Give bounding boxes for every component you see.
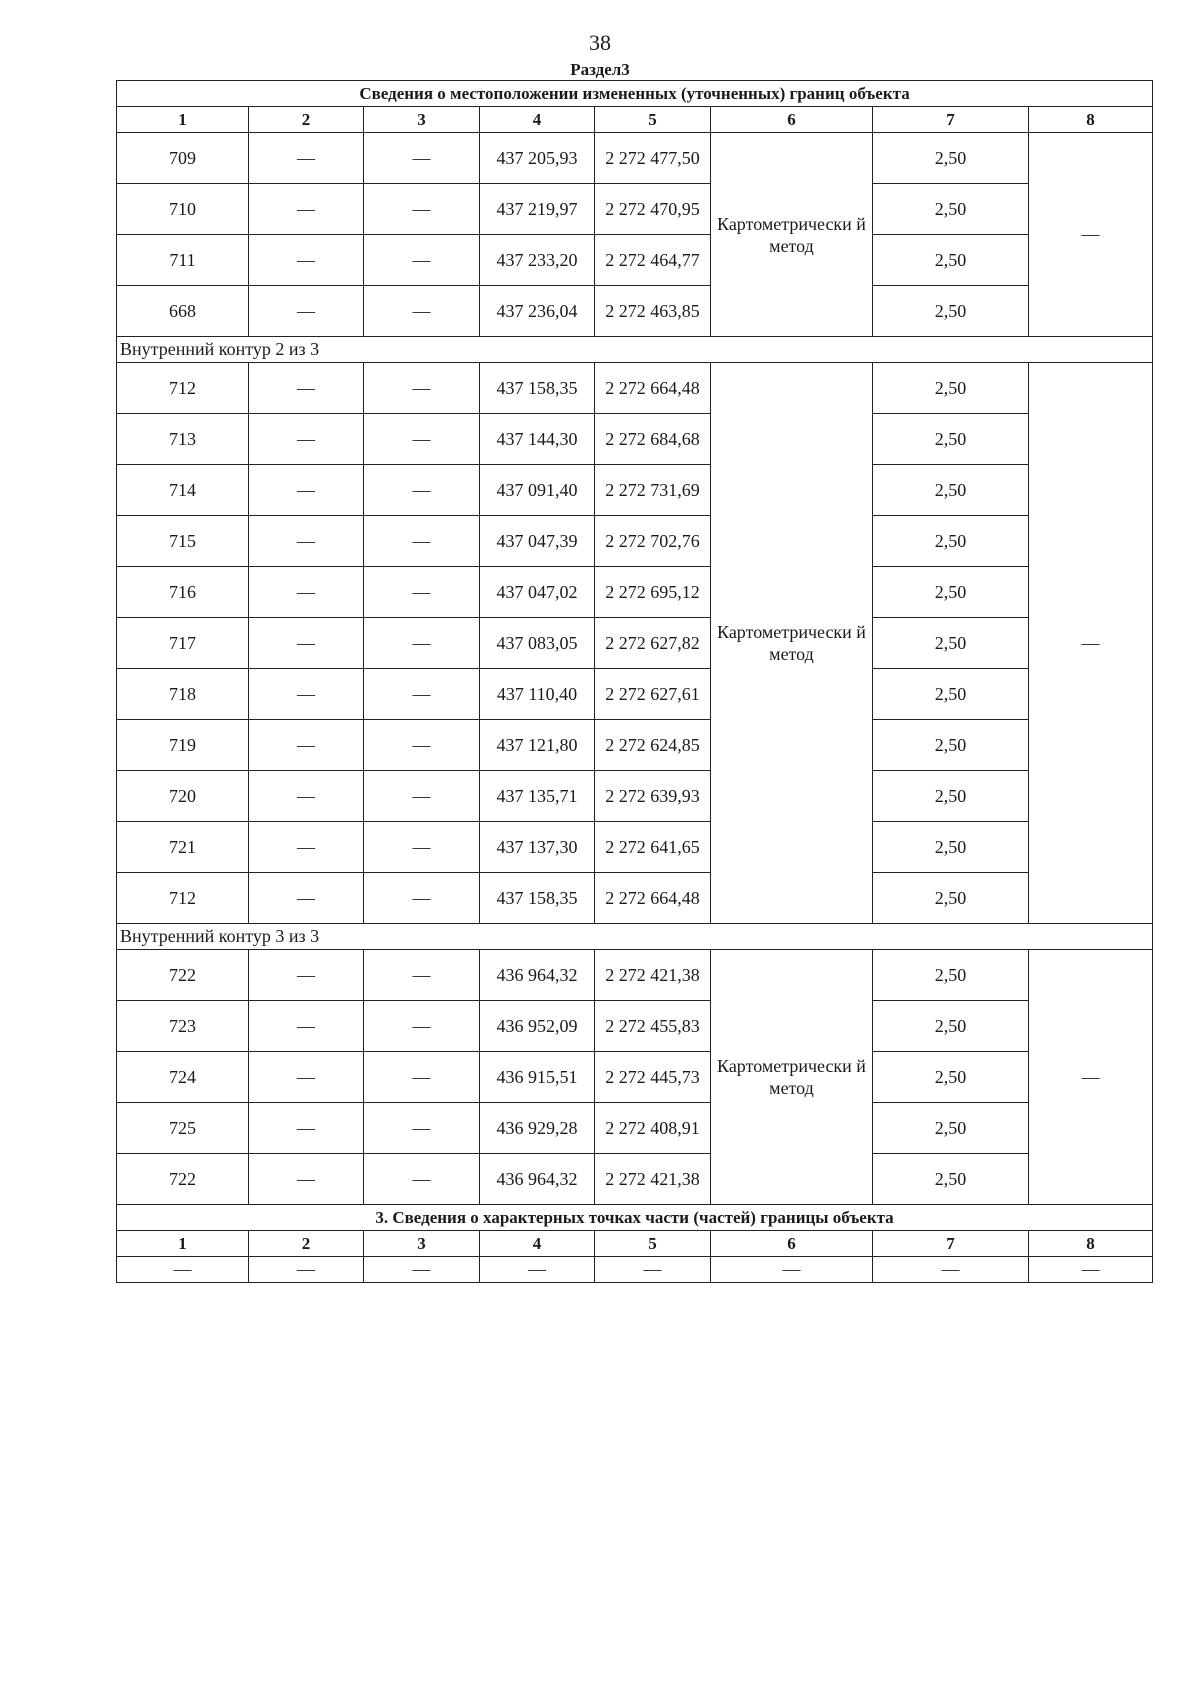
accuracy: 2,50 bbox=[873, 1052, 1029, 1103]
dash-cell: — bbox=[364, 363, 480, 414]
method-cell: Картометрически й метод bbox=[711, 950, 873, 1205]
column-header: 5 bbox=[595, 107, 711, 133]
coord-y: 2 272 421,38 bbox=[595, 1154, 711, 1205]
table-row bbox=[117, 567, 1153, 618]
coord-y: 2 272 455,83 bbox=[595, 1001, 711, 1052]
dash-cell: — bbox=[364, 873, 480, 924]
dash-cell: — bbox=[249, 235, 364, 286]
coord-x: 437 047,02 bbox=[480, 567, 595, 618]
table-title-row bbox=[117, 81, 1153, 107]
header-row bbox=[117, 107, 1153, 133]
section-title: Раздел3 bbox=[570, 60, 630, 79]
dash-cell: — bbox=[364, 465, 480, 516]
dash-cell: — bbox=[364, 771, 480, 822]
coord-y: 2 272 731,69 bbox=[595, 465, 711, 516]
column-header: 7 bbox=[873, 1231, 1029, 1257]
dash-cell: — bbox=[249, 873, 364, 924]
column-header: 4 bbox=[480, 1231, 595, 1257]
dash-cell: — bbox=[249, 1001, 364, 1052]
contour-label: Внутренний контур 2 из 3 bbox=[117, 337, 1153, 363]
dash-cell: — bbox=[364, 184, 480, 235]
dash-cell: — bbox=[364, 516, 480, 567]
accuracy: 2,50 bbox=[873, 184, 1029, 235]
column-header: 6 bbox=[711, 1231, 873, 1257]
accuracy: 2,50 bbox=[873, 235, 1029, 286]
point-number: 722 bbox=[117, 1154, 249, 1205]
column-header: 3 bbox=[364, 1231, 480, 1257]
coord-x: 437 110,40 bbox=[480, 669, 595, 720]
dash-cell: — bbox=[364, 669, 480, 720]
coord-x: 437 091,40 bbox=[480, 465, 595, 516]
table-row bbox=[117, 133, 1153, 184]
dash-cell: — bbox=[364, 567, 480, 618]
dash-cell: — bbox=[364, 618, 480, 669]
coord-x: 436 915,51 bbox=[480, 1052, 595, 1103]
coord-y: 2 272 702,76 bbox=[595, 516, 711, 567]
point-number: 721 bbox=[117, 822, 249, 873]
table-row bbox=[117, 1154, 1153, 1205]
column-header: 8 bbox=[1029, 1231, 1153, 1257]
table-row bbox=[117, 235, 1153, 286]
dash-cell: — bbox=[249, 771, 364, 822]
table-row bbox=[117, 1001, 1153, 1052]
parts-section-title-row bbox=[117, 1205, 1153, 1231]
table-row bbox=[117, 363, 1153, 414]
accuracy: 2,50 bbox=[873, 950, 1029, 1001]
coord-x: 436 952,09 bbox=[480, 1001, 595, 1052]
table-row bbox=[117, 286, 1153, 337]
dash-cell: — bbox=[249, 822, 364, 873]
point-number: 714 bbox=[117, 465, 249, 516]
column-header: 3 bbox=[364, 107, 480, 133]
coord-x: 437 135,71 bbox=[480, 771, 595, 822]
coord-y: 2 272 477,50 bbox=[595, 133, 711, 184]
table-row bbox=[117, 669, 1153, 720]
coord-y: 2 272 684,68 bbox=[595, 414, 711, 465]
coord-y: 2 272 624,85 bbox=[595, 720, 711, 771]
table-row bbox=[117, 720, 1153, 771]
accuracy: 2,50 bbox=[873, 363, 1029, 414]
dash-cell: — bbox=[480, 1257, 595, 1283]
dash-cell: — bbox=[364, 1103, 480, 1154]
accuracy: 2,50 bbox=[873, 720, 1029, 771]
coord-y: 2 272 421,38 bbox=[595, 950, 711, 1001]
accuracy: 2,50 bbox=[873, 1154, 1029, 1205]
accuracy: 2,50 bbox=[873, 414, 1029, 465]
dash-cell: — bbox=[364, 720, 480, 771]
table-row bbox=[117, 1103, 1153, 1154]
coord-x: 437 158,35 bbox=[480, 873, 595, 924]
dash-cell: — bbox=[117, 1257, 249, 1283]
accuracy: 2,50 bbox=[873, 822, 1029, 873]
point-number: 668 bbox=[117, 286, 249, 337]
column-header: 7 bbox=[873, 107, 1029, 133]
coord-y: 2 272 470,95 bbox=[595, 184, 711, 235]
dash-cell: — bbox=[364, 1154, 480, 1205]
dash-cell: — bbox=[364, 1001, 480, 1052]
table-row bbox=[117, 822, 1153, 873]
point-number: 715 bbox=[117, 516, 249, 567]
coord-y: 2 272 408,91 bbox=[595, 1103, 711, 1154]
coord-x: 437 083,05 bbox=[480, 618, 595, 669]
accuracy: 2,50 bbox=[873, 286, 1029, 337]
point-number: 723 bbox=[117, 1001, 249, 1052]
point-number: 720 bbox=[117, 771, 249, 822]
coord-x: 437 121,80 bbox=[480, 720, 595, 771]
parts-section-title: 3. Сведения о характерных точках части (частей) границы объекта bbox=[117, 1205, 1153, 1231]
dash-cell: — bbox=[364, 133, 480, 184]
contour-label-row bbox=[117, 924, 1153, 950]
accuracy: 2,50 bbox=[873, 669, 1029, 720]
dash-cell: — bbox=[249, 1257, 364, 1283]
table-row bbox=[117, 950, 1153, 1001]
dash-cell: — bbox=[249, 414, 364, 465]
point-number: 716 bbox=[117, 567, 249, 618]
coord-y: 2 272 639,93 bbox=[595, 771, 711, 822]
point-number: 718 bbox=[117, 669, 249, 720]
coord-y: 2 272 641,65 bbox=[595, 822, 711, 873]
accuracy: 2,50 bbox=[873, 465, 1029, 516]
point-number: 709 bbox=[117, 133, 249, 184]
dash-cell: — bbox=[249, 618, 364, 669]
coord-x: 437 047,39 bbox=[480, 516, 595, 567]
contour-label-row bbox=[117, 337, 1153, 363]
column-header: 5 bbox=[595, 1231, 711, 1257]
coord-x: 437 144,30 bbox=[480, 414, 595, 465]
point-number: 717 bbox=[117, 618, 249, 669]
accuracy: 2,50 bbox=[873, 873, 1029, 924]
table-row bbox=[117, 184, 1153, 235]
coord-x: 436 964,32 bbox=[480, 1154, 595, 1205]
accuracy: 2,50 bbox=[873, 618, 1029, 669]
point-number: 725 bbox=[117, 1103, 249, 1154]
column-header: 2 bbox=[249, 107, 364, 133]
method-cell: Картометрически й метод bbox=[711, 133, 873, 337]
coord-y: 2 272 695,12 bbox=[595, 567, 711, 618]
table-row bbox=[117, 465, 1153, 516]
dash-cell: — bbox=[249, 184, 364, 235]
dash-cell: — bbox=[1029, 950, 1153, 1205]
boundary-table bbox=[116, 80, 1153, 1283]
dash-cell: — bbox=[249, 567, 364, 618]
table-row bbox=[117, 618, 1153, 669]
table-row bbox=[117, 1052, 1153, 1103]
coord-y: 2 272 627,82 bbox=[595, 618, 711, 669]
coord-x: 436 964,32 bbox=[480, 950, 595, 1001]
table-row bbox=[117, 873, 1153, 924]
dash-cell: — bbox=[249, 363, 364, 414]
dash-cell: — bbox=[249, 1052, 364, 1103]
table-row bbox=[117, 771, 1153, 822]
dash-cell: — bbox=[1029, 1257, 1153, 1283]
contour-label: Внутренний контур 3 из 3 bbox=[117, 924, 1153, 950]
dash-cell: — bbox=[249, 133, 364, 184]
dash-cell: — bbox=[364, 414, 480, 465]
coord-y: 2 272 464,77 bbox=[595, 235, 711, 286]
dash-cell: — bbox=[249, 465, 364, 516]
dash-cell: — bbox=[364, 950, 480, 1001]
accuracy: 2,50 bbox=[873, 1001, 1029, 1052]
method-cell: Картометрически й метод bbox=[711, 363, 873, 924]
point-number: 712 bbox=[117, 873, 249, 924]
column-header: 1 bbox=[117, 1231, 249, 1257]
table-title: Сведения о местоположении измененных (уточненных) границ объекта bbox=[117, 81, 1153, 107]
column-header: 4 bbox=[480, 107, 595, 133]
dash-cell: — bbox=[1029, 133, 1153, 337]
coord-x: 437 158,35 bbox=[480, 363, 595, 414]
point-number: 722 bbox=[117, 950, 249, 1001]
accuracy: 2,50 bbox=[873, 567, 1029, 618]
coord-x: 437 205,93 bbox=[480, 133, 595, 184]
dash-cell: — bbox=[595, 1257, 711, 1283]
page-number: 38 bbox=[589, 30, 611, 55]
dash-cell: — bbox=[249, 950, 364, 1001]
coord-x: 437 233,20 bbox=[480, 235, 595, 286]
dash-cell: — bbox=[249, 720, 364, 771]
dash-cell: — bbox=[1029, 363, 1153, 924]
column-header: 2 bbox=[249, 1231, 364, 1257]
coord-x: 436 929,28 bbox=[480, 1103, 595, 1154]
column-header: 8 bbox=[1029, 107, 1153, 133]
table-row bbox=[117, 414, 1153, 465]
dash-cell: — bbox=[873, 1257, 1029, 1283]
point-number: 713 bbox=[117, 414, 249, 465]
coord-x: 437 219,97 bbox=[480, 184, 595, 235]
coord-y: 2 272 463,85 bbox=[595, 286, 711, 337]
accuracy: 2,50 bbox=[873, 516, 1029, 567]
table-row bbox=[117, 516, 1153, 567]
dash-cell: — bbox=[249, 516, 364, 567]
parts-empty-row bbox=[117, 1257, 1153, 1283]
accuracy: 2,50 bbox=[873, 771, 1029, 822]
dash-cell: — bbox=[249, 1154, 364, 1205]
column-header: 6 bbox=[711, 107, 873, 133]
dash-cell: — bbox=[249, 1103, 364, 1154]
dash-cell: — bbox=[364, 822, 480, 873]
point-number: 719 bbox=[117, 720, 249, 771]
dash-cell: — bbox=[364, 1257, 480, 1283]
coord-x: 437 236,04 bbox=[480, 286, 595, 337]
dash-cell: — bbox=[249, 669, 364, 720]
column-header: 1 bbox=[117, 107, 249, 133]
parts-header-row bbox=[117, 1231, 1153, 1257]
accuracy: 2,50 bbox=[873, 133, 1029, 184]
point-number: 711 bbox=[117, 235, 249, 286]
dash-cell: — bbox=[711, 1257, 873, 1283]
coord-y: 2 272 664,48 bbox=[595, 363, 711, 414]
coord-y: 2 272 664,48 bbox=[595, 873, 711, 924]
dash-cell: — bbox=[364, 286, 480, 337]
dash-cell: — bbox=[364, 1052, 480, 1103]
coord-y: 2 272 445,73 bbox=[595, 1052, 711, 1103]
point-number: 710 bbox=[117, 184, 249, 235]
accuracy: 2,50 bbox=[873, 1103, 1029, 1154]
dash-cell: — bbox=[249, 286, 364, 337]
dash-cell: — bbox=[364, 235, 480, 286]
point-number: 724 bbox=[117, 1052, 249, 1103]
point-number: 712 bbox=[117, 363, 249, 414]
coord-x: 437 137,30 bbox=[480, 822, 595, 873]
coord-y: 2 272 627,61 bbox=[595, 669, 711, 720]
